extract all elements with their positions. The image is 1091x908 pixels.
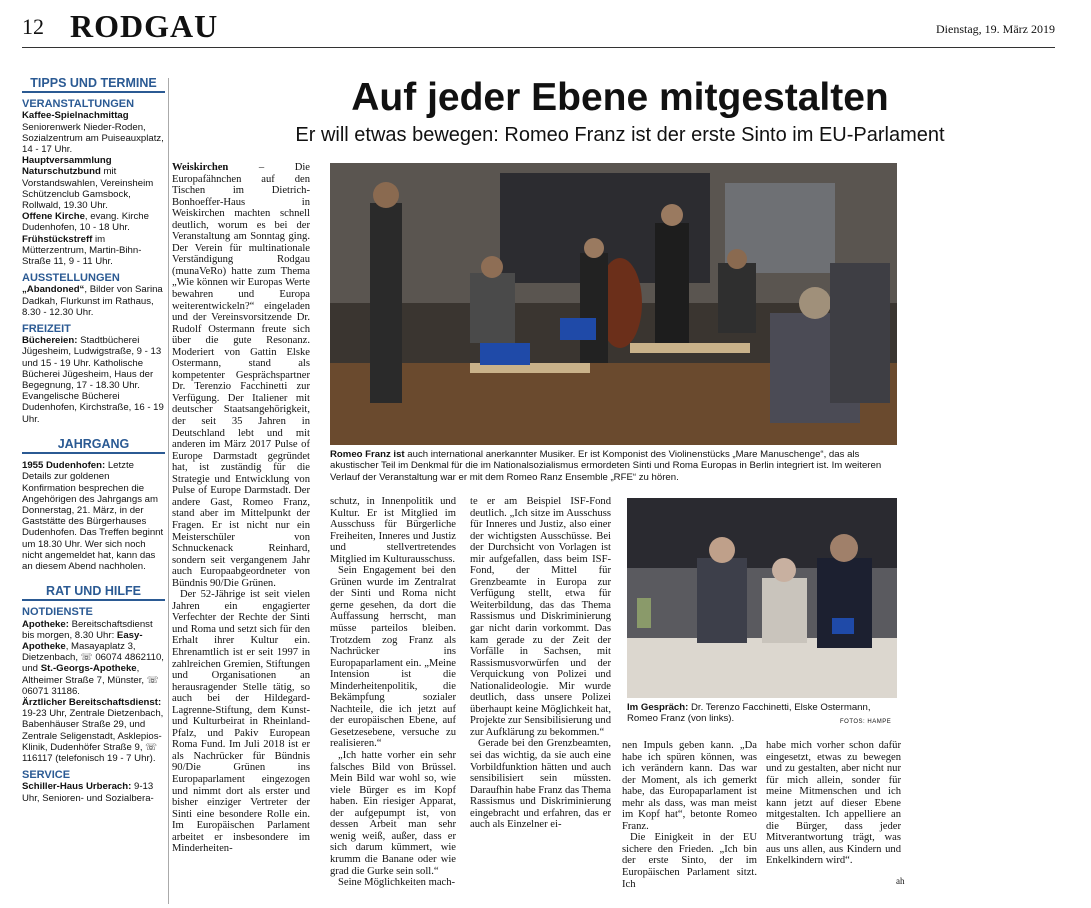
caption-text: Dr. Terenzo Facchinetti, Elske Ostermann, Romeo Franz (von links). bbox=[627, 702, 871, 725]
list-item bbox=[22, 234, 165, 268]
list-item bbox=[22, 619, 165, 697]
paragraph: Die Einigkeit in der EU sichere den Frieden. „Ich bin der erste Sinto, der im Europäischen Parlament sitzt. Ich bbox=[622, 832, 757, 890]
concert-photo bbox=[330, 163, 897, 445]
page-number: 12 bbox=[22, 14, 44, 39]
item-text: im Mütterzentrum, Martin-Bihn-Straße 11, 9 - 11 Uhr. bbox=[22, 233, 142, 268]
photo-credit: FOTOS: HAMPE bbox=[840, 719, 892, 725]
item-text: 19-23 Uhr, Zentrale Dietzenbach, Babenhäuser Straße 29, und Zentrale Seligenstadt, Asklepios-Klinik, Dudenhöfer Straße 9, ☏ 116117 (telefonisch 19 - 7 Uhr). bbox=[22, 708, 164, 764]
notdienste-heading: NOTDIENSTE bbox=[22, 606, 93, 619]
item-text: , Masayaplatz 3, Dietzenbach, ☏ 06074 4862110, und bbox=[22, 640, 164, 675]
paragraph: Der 52-Jährige ist seit vielen Jahren ein engagierter Verfechter der Rechte der Sinti und Roma und setzt sich für den Erhalt ihrer Kultur ein. Ehrenamtlich ist er seit 1997 in zahlreichen Gremien, Stiftungen und Organisationen an herausragender Stelle tätig, so auch bei der Hildegard-Lagrenne-Stiftung, dem Kunst- und Kulturbeirat in Rheinland-Pfalz, und Pakiv European Roma Fund. Im Juli 2018 ist er als Nachrücker für Bündnis 90/Die Grünen ins Europaparlament eingezogen und nimmt dort als erster und bisher einziger Vertreter der Sinti eine besondere Rolle ein. Im Europäischen Parlament arbeitet er insbesondere im Minderheiten- bbox=[172, 589, 310, 855]
paragraph: nen Impuls geben kann. „Da habe ich spüren können, was ich verändern kann. Das war der Moment, als ich gemerkt habe, das Europaparlament ist mehr als dass, was man meist im Kopf hat“, betonte Romeo Franz. bbox=[622, 740, 757, 832]
jahrgang-title: JAHRGANG bbox=[22, 439, 165, 454]
article-column-5 bbox=[766, 740, 901, 907]
article-column-3 bbox=[470, 496, 611, 907]
list-item bbox=[22, 335, 165, 425]
item-title: Frühstückstreff bbox=[22, 233, 93, 245]
list-item bbox=[22, 110, 165, 155]
item-title: Ärztlicher Bereitschaftsdienst: bbox=[22, 696, 162, 708]
paragraph-text: – Die Europafähnchen auf den Tischen im Dietrich-Bonhoeffer-Haus in Weiskirchen machten schnell deutlich, worum es bei der Veranstaltung am Sonntag ging. Der Verein für multinationale Verständigung Rodgau (munaVeRo) hatte zum Thema „Wie können wir Europas Werte bewahren und Europa weiterentwickeln?“ eingeladen und der Vereinsvorsitzende Dr. Rudolf Ostermann freute sich über die gute Resonanz. Moderiert von Gattin Elske Ostermann, stand als kompetenter Gesprächspartner Dr. Terenzio Facchinetti zur Verfügung. Der Italiener mit deutscher Staatsangehörigkeit, der seit 35 Jahren in Deutschland lebt und mit anderen im März 2017 Pulse of Europe Darmstadt gegründet hat, ist zuständig für die Strategie und Entwicklung von Pulse of Europe Darmstadt. Der andere Gast, Romeo Franz, stand aber im Mittelpunkt der Fragen. Er ist nicht nur ein Meisterschüler von Schnuckenack Reinhard, sondern seit vergangenem Jahr auch Europaabgeordneter von Bündnis 90/Die Grünen. bbox=[172, 162, 310, 589]
item-title: Kaffee-Spielnachmittag bbox=[22, 110, 129, 122]
service-heading: SERVICE bbox=[22, 769, 71, 782]
caption-lead: Romeo Franz ist bbox=[330, 449, 405, 460]
sidebar-divider bbox=[168, 78, 169, 904]
item-title: St.-Georgs-Apotheke bbox=[40, 663, 137, 675]
paragraph: habe mich vorher schon dafür eingesetzt, etwas zu bewegen und zu gestalten, aber nicht nur für mich allein, sonder für meine Mitmenschen und ich kann jetzt auf dieser Ebene mitgestalten. Ich appelliere an die Bürger, dass jeder Mitverantwortung trägt, was aus uns allen, aus Kindern und Enkelkindern wird“. bbox=[766, 740, 901, 867]
sidebar-title: TIPPS UND TERMINE bbox=[22, 78, 165, 93]
rat-title: RAT UND HILFE bbox=[22, 586, 165, 601]
caption-text: auch international anerkannter Musiker. Er ist Komponist des Violinenstücks „Mare Manuschenge“, das als akustischer Teil im Denkmal für die im Nationalsozialismus ermordeten Sinti und Roma Europas in Berlin integriert ist. Im weiteren Verlauf der Veranstaltung war er mit dem Romeo Ranz Ensemble „RFE“ zu hören. bbox=[330, 449, 882, 483]
paragraph: Gerade bei den Grenzbeamten, sei das wichtig, da sie auch eine Vorbildfunktion hätten und auch sensibilisiert sein müssten. Daraufhin habe Franz das Thema Rassismus und Diskriminierung eingebracht und erfahren, das er auch als Einzelner ei- bbox=[470, 738, 611, 831]
item-text: , Bilder von Sarina Dadkah, Flurkunst im Rathaus, 8.30 - 12.30 Uhr. bbox=[22, 284, 163, 318]
list-item bbox=[22, 460, 165, 572]
item-text: Seniorenwerk Nieder-Roden, Sozialzentrum am Puiseauxplatz, 14 - 17 Uhr. bbox=[22, 121, 164, 156]
list-item bbox=[22, 155, 165, 211]
item-text: Bereitschaftsdienst bis morgen, 8.30 Uhr: bbox=[22, 618, 153, 641]
ausstellungen-heading: AUSSTELLUNGEN bbox=[22, 272, 120, 285]
section-title: RODGAU bbox=[70, 8, 219, 44]
masthead-rule bbox=[22, 47, 1055, 48]
item-title: Hauptversammlung Naturschutzbund bbox=[22, 155, 112, 178]
list-item bbox=[22, 284, 165, 318]
article-column-4 bbox=[622, 740, 757, 907]
concert-photo-caption bbox=[330, 449, 897, 483]
concert-photo-image bbox=[330, 163, 897, 445]
headline: Auf jeder Ebene mitgestalten bbox=[351, 76, 889, 119]
item-title: „Abandoned“ bbox=[22, 284, 85, 296]
article-column-1 bbox=[172, 162, 310, 907]
item-text: 9-13 Uhr, Senioren- und Sozialbera- bbox=[22, 781, 154, 804]
freizeit-heading: FREIZEIT bbox=[22, 323, 71, 336]
paragraph bbox=[172, 162, 310, 589]
paragraph: schutz, in Innenpolitik und Kultur. Er ist Mitglied im Ausschuss für Bürgerliche Freiheiten, Inneres und Justiz und stellvertretendes Mitglied im Kulturausschuss. bbox=[330, 496, 456, 565]
veranstaltungen-heading: VERANSTALTUNGEN bbox=[22, 98, 135, 111]
item-text: , Altheimer Straße 7, Münster, ☏ 06071 31186. bbox=[22, 663, 159, 697]
item-title: Büchereien: bbox=[22, 335, 78, 347]
paragraph: te er am Beispiel ISF-Fond deutlich. „Ich sitze im Ausschuss für Inneres und Justiz, also einer der wichtigsten Ausschüsse. Bei der Durchsicht von Vorlagen ist mir aufgefallen, dass beim ISF-Fond, der Mittel für Grenzbeamte in Europa zur Verfügung stellt, etwa für Weiterbildung, das das Thema Rassismus und Diskriminierung gar nicht darin vorkommt. Das kam gerade zu der Zeit der Vorfälle in Sachsen, mit Rassismusvorwürfen und der Verquickung von Polizei und Nationalideologie. Mir wurde deutlich, dass unsere Polizei überhaupt keine Möglichkeit hat, Projekte zur Sensibilisierung und zur Aufklärung zu bekommen.“ bbox=[470, 496, 611, 738]
paragraph: Sein Engagement bei den Grünen wurde im Zentralrat der Sinti und Roma nicht gerne gesehen, da dort die Auffassung herrscht, man müsse parteilos bleiben. Trotzdem zog Franz als Nachrücker ins Europaparlament ein. „Meine Intension ist die Minderheitenpolitik, die Bekämpfung sozialer Nachteile, die ich jetzt auf der europäischen Ebene, auf Gesetzesebene, versuche zu realisieren.“ bbox=[330, 565, 456, 750]
subheadline: Er will etwas bewegen: Romeo Franz ist der erste Sinto im EU-Parlament bbox=[295, 124, 945, 146]
item-text: Letzte Details zur goldenen Konfirmation besprechen die Angehörigen des Jahrgangs am Donnerstag, 21. März, in der Gaststätte des Bürgerhauses Dudenhofen. Das Treffen beginnt um 18.30 Uhr. Wer sich noch nicht angemeldet hat, kann das an diesem Abend nachholen. bbox=[22, 460, 164, 572]
item-title: Schiller-Haus Urberach: bbox=[22, 781, 132, 793]
item-title: 1955 Dudenhofen: bbox=[22, 460, 106, 472]
dateline: Weiskirchen bbox=[172, 162, 229, 173]
paragraph: „Ich hatte vorher ein sehr falsches Bild von Brüssel. Mein Bild war wohl so, wie viele Bürger es im Kopf haben. Ein riesiger Apparat, der aufgepumpt ist, von dessen Arbeit man sehr wenig weiß, außer, dass er sich darum kümmert, wie krumm die Banane oder wie grad die Gurke sein soll.“ bbox=[330, 750, 456, 877]
issue-date: Dienstag, 19. März 2019 bbox=[936, 22, 1055, 36]
item-text: , evang. Kirche Dudenhofen, 10 - 18 Uhr. bbox=[22, 211, 149, 234]
tipps-sidebar bbox=[22, 78, 165, 904]
item-title: Apotheke: bbox=[22, 618, 69, 630]
paragraph: Seine Möglichkeiten mach- bbox=[338, 877, 456, 889]
item-title: Offene Kirche bbox=[22, 211, 85, 223]
item-text: Stadtbücherei Jügesheim, Ludwigstraße, 9 - 13 und 15 - 19 Uhr. Katholische Bücherei Jügesheim, Haus der Begegnung, 17 - 18.30 Uhr. Evangelische Bücherei Dudenhofen, Kirchstraße, 16 - 19 Uhr. bbox=[22, 335, 164, 425]
list-item bbox=[22, 697, 165, 764]
list-item bbox=[22, 781, 165, 803]
caption-lead: Im Gespräch: bbox=[627, 702, 689, 713]
item-text: mit Vorstandswahlen, Vereinsheim Schützenclub Gamsbock, Rollwald, 19.30 Uhr. bbox=[22, 166, 154, 212]
author-initials: ah bbox=[896, 876, 905, 886]
discussion-photo bbox=[627, 498, 897, 698]
discussion-photo-image bbox=[627, 498, 897, 698]
list-item bbox=[22, 211, 165, 233]
article-column-2 bbox=[330, 496, 456, 907]
item-title: Easy-Apotheke bbox=[22, 629, 143, 652]
